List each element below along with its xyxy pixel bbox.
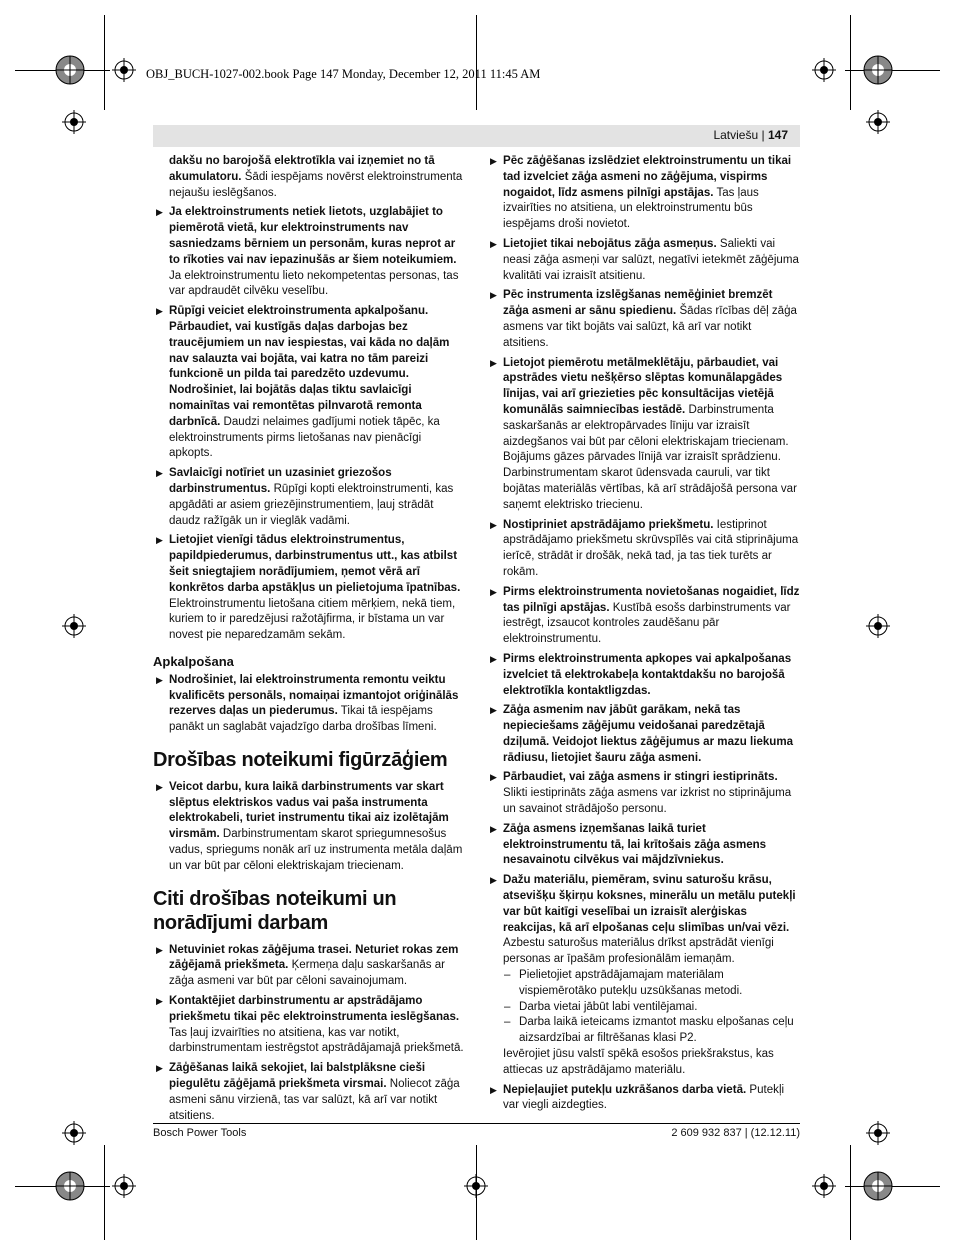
list-item: ▶ Ja elektroinstruments netiek lietots, uzglabājiet to piemērotā vietā, kur elektroinstruments nav sasniedzams bērniem un personām, kuras neprot ar to rīkoties vai nav iepazinušās ar šiem noteikumiem. Ja elektroinstrumentu lieto nekompetentas personas, tas var apdraudēt cilvēku veselību.: [156, 206, 459, 298]
crop-mark: [104, 15, 105, 110]
bullet-triangle-icon: ▶: [156, 207, 163, 218]
bullet-triangle-icon: ▶: [490, 823, 497, 834]
crop-mark: [850, 15, 851, 110]
list-item: ▶ Pēc instrumenta izslēgšanas nemēģiniet bremzēt zāģa asmeni ar sānu spiedienu. Šādas rīcības dēļ zāģa asmens var tikt bojāts vai salūzt, kā arī var notikt atsitiens.: [490, 289, 797, 349]
list-item: ▶ Pirms elektroinstrumenta apkopes vai apkalpošanas izvelciet tā elektrokabeļa kontaktdakšu no barojošā elektrotīkla kontaktligzdas.: [490, 652, 792, 697]
bullet-triangle-icon: ▶: [156, 1063, 163, 1074]
list-item: ▶ Kontaktējiet darbinstrumentu ar apstrādājamo priekšmetu tikai pēc elektroinstrumenta ieslēgšanas. Tas ļauj izvairīties no atsitiena, kas var notikt, darbinstrumentam iestrēgstot apstrādājamajā priekšmetā.: [156, 995, 464, 1055]
list-item: ▶ Lietojot piemērotu metālmeklētāju, pārbaudiet, vai apstrādes vietu nešķērso slēptas komunālapgādes līnijas, vai arī griezieties pēc konsultācijas vietējā komunālās saimniecības iestādē. Darbinstrumenta saskaršanās ar elektropārvades līniju var izraisīt aizdegšanos vai būt par cēloni elektriskajam triecienam. Bojājums gāzes pārvades līnijā var izraisīt sprādzienu. Darbinstrumentam skarot ūdensvada cauruli, var tikt bojātas materiālās vērtības, kā arī strādājošā persona var saņemt elektrisko triecienu.: [490, 356, 797, 511]
list-item: ▶ Veicot darbu, kura laikā darbinstruments var skart slēptus elektriskos vadus vai paša instrumenta elektrokabeli, turiet instrumentu tikai aiz izolētajām virsmām. Darbinstrumentam skarot spriegumnesošus vadus, spriegums nonāk arī uz instrumenta metāla daļām un var būt par cēloni elektriskajam triecienam.: [156, 780, 463, 872]
registration-target-icon: [62, 1121, 86, 1145]
bullet-triangle-icon: ▶: [490, 156, 497, 166]
registration-target-icon: [112, 58, 136, 82]
bullet-triangle-icon: ▶: [490, 519, 497, 530]
bullet-triangle-icon: ▶: [156, 306, 163, 317]
dash-item: – Darba laikā ieteicams izmantot masku elpošanas ceļu aizsardzībai ar filtrēšanas klasi P2.: [504, 1016, 794, 1045]
list-item: ▶ Zāģēšanas laikā sekojiet, lai balstplāksne cieši piegulētu zāģējamā priekšmeta virsmai. Noliecot zāģa asmeni sānu virzienā, tas var salūzt, kā arī var notikt atsitiens.: [156, 1062, 460, 1122]
registration-target-icon: [866, 614, 890, 638]
dash-item: – Pielietojiet apstrādājamajam materiālam vispiemērotāko putekļu uzsūkšanas metodi.: [504, 969, 743, 997]
bullet-triangle-icon: ▶: [490, 705, 497, 716]
header-separator: |: [761, 128, 765, 142]
crop-mark: [476, 15, 477, 110]
list-item: ▶ Zāģa asmenim nav jābūt garākam, nekā tas nepieciešams zāģējumu veidošanai paredzētajā dziļumā. Veidojot liektus zāģējumus ar mazu liekuma rādiusu, lietojiet šauru zāģa asmeni.: [490, 704, 794, 764]
plain-paragraph: Ievērojiet jūsu valstī spēkā esošos priekšrakstus, kas attiecas uz apstrādājamo materiālu.: [503, 1048, 774, 1076]
crop-mark: [850, 1145, 851, 1240]
bullet-triangle-icon: ▶: [490, 290, 497, 301]
registration-target-icon: [464, 1174, 488, 1198]
right-column: [487, 154, 800, 1118]
bullet-triangle-icon: ▶: [156, 944, 163, 955]
list-item: ▶ Pirms elektroinstrumenta novietošanas nogaidiet, līdz tas pilnīgi apstājas. Kustībā esošs darbinstruments var iestrēgt, izsaucot kontroles zaudēšanu pār elektroinstrumentu.: [490, 585, 800, 646]
list-item: ▶ Pēc zāģēšanas izslēdziet elektroinstrumentu un tikai tad izvelciet zāģa asmeni no zāģējuma, vispirms nogaidot, līdz asmens pilnīgi apstājas. Tas ļaus izvairīties no atsitiena, un elektroinstrumentu būs iespējams droši novietot.: [490, 155, 792, 231]
footer-brand: Bosch Power Tools: [153, 1127, 247, 1139]
bullet-triangle-icon: ▶: [156, 468, 163, 479]
bullet-triangle-icon: ▶: [490, 653, 497, 664]
list-item: ▶ Zāģa asmens izņemšanas laikā turiet elektroinstrumentu tā, lai krītošais zāģa asmens nesavainotu cilvēkus vai mājdzīvniekus.: [490, 822, 767, 867]
bullet-triangle-icon: ▶: [490, 586, 497, 597]
list-item: ▶ Netuviniet rokas zāģējuma trasei. Neturiet rokas zem zāģējamā priekšmeta. Ķermeņa daļu saskaršanās ar zāģa asmeni var būt par cēloni savainojumam.: [156, 943, 459, 988]
header-text: [713, 128, 788, 142]
registration-wheel-icon: [863, 55, 893, 85]
list-item: ▶ Rūpīgi veiciet elektroinstrumenta apkalpošanu. Pārbaudiet, vai kustīgās daļas darbojas bez traucējumiem un nav iespiestas, vai kāda no daļām nav salauzta vai bojāta, vai katra no tām pareizi funkcionē un pilda tai paredzēto uzdevumu. Nodrošiniet, lai bojātās daļas tiktu savlaicīgi nomainītas vai remontētas pilnvarotā remonta darbnīcā. Daudzi nelaimes gadījumi notiek tāpēc, ka elektroinstruments pirms lietošanas nav pienācīgi apkopts.: [156, 305, 450, 460]
registration-wheel-icon: [863, 1171, 893, 1201]
continued-paragraph: dakšu no barojošā elektrotīkla vai izņemiet no tā akumulatoru. Šādi iespējams novērst elektroinstrumenta nejaušu ieslēgšanos.: [169, 155, 463, 199]
registration-target-icon: [812, 58, 836, 82]
bullet-triangle-icon: ▶: [156, 535, 163, 546]
page-header: [153, 125, 800, 147]
list-item: ▶ Dažu materiālu, piemēram, svinu saturošu krāsu, atsevišķu šķirņu koksnes, minerālu un metālu putekļi var būt kaitīgi veselībai un izraisīt alerģiskas reakcijas, kā arī elpošanas ceļu slimības un/vai vēzi. Azbestu saturošus materiālus drīkst apstrādāt vienīgi personas ar īpašām profesionālām iemaņām.: [490, 874, 796, 966]
dash-item: – Darba vietai jābūt labi ventilējamai.: [504, 1000, 698, 1013]
registration-wheel-icon: [55, 1171, 85, 1201]
section-heading: Drošības noteikumi figūrzāģiem: [153, 748, 448, 771]
list-item: ▶ Nepieļaujiet putekļu uzkrāšanos darba vietā. Putekļi var viegli aizdegties.: [490, 1083, 785, 1112]
footer-rule: [153, 1123, 800, 1124]
registration-target-icon: [112, 1174, 136, 1198]
list-item: ▶ Pārbaudiet, vai zāģa asmens ir stingri iestiprināts. Slikti iestiprināts zāģa asmens var izkrist no stiprinājuma un savainot strādājošo personu.: [490, 771, 792, 816]
bullet-triangle-icon: ▶: [490, 875, 497, 886]
crop-mark: [104, 1145, 105, 1240]
bullet-triangle-icon: ▶: [490, 357, 497, 368]
bullet-triangle-icon: ▶: [156, 996, 163, 1007]
bullet-triangle-icon: ▶: [490, 772, 497, 783]
bullet-triangle-icon: ▶: [156, 674, 163, 685]
book-line: OBJ_BUCH-1027-002.book Page 147 Monday, December 12, 2011 11:45 AM: [146, 67, 541, 81]
header-language: Latviešu: [713, 128, 759, 142]
left-column: [153, 154, 465, 1128]
footer-docnumber: 2 609 932 837 | (12.12.11): [671, 1127, 800, 1139]
registration-target-icon: [812, 1174, 836, 1198]
bullet-triangle-icon: ▶: [156, 781, 163, 792]
registration-wheel-icon: [55, 55, 85, 85]
page-number: 147: [767, 128, 788, 142]
subheading-apkalposana: Apkalpošana: [153, 653, 234, 669]
list-item: ▶ Nodrošiniet, lai elektroinstrumenta remontu veiktu kvalificēts personāls, nomaiņai izmantojot oriģinālās rezerves daļas un piederumus. Tikai tā iespējams panākt un saglabāt vajadzīgo darba drošības līmeni.: [156, 673, 459, 734]
list-item: ▶ Savlaicīgi notīriet un uzasiniet griezošos darbinstrumentus. Rūpīgi kopti elektroinstrumenti, kas apgādāti ar asiem griezējinstrumentiem, ļauj strādāt daudz ražīgāk un ir vieglāk vadāmi.: [156, 467, 454, 527]
section-heading: Citi drošības noteikumi un norādījumi darbam: [153, 887, 397, 934]
registration-target-icon: [866, 1121, 890, 1145]
registration-target-icon: [866, 110, 890, 134]
bullet-triangle-icon: ▶: [490, 238, 497, 249]
registration-target-icon: [62, 614, 86, 638]
list-item: ▶ Lietojiet vienīgi tādus elektroinstrumentus, papildpiederumus, darbinstrumentus utt., kas atbilst šeit sniegtajiem norādījumiem, ņemot vērā arī konkrētos darba apstākļus un pielietojuma īpatnības. Elektroinstrumentu lietošana citiem mērķiem, nekā tiem, kuriem to ir paredzējusi ražotājfirma, ir bīstama un var novest pie neparedzamām sekām.: [156, 534, 461, 642]
list-item: ▶ Nostipriniet apstrādājamo priekšmetu. Iestiprinot apstrādājamo priekšmetu skrūvspīlēs vai citā stiprinājuma ierīcē, strādāt ir drošāk, nekā tad, ja tas tiek turēts ar rokām.: [490, 518, 799, 578]
registration-target-icon: [62, 110, 86, 134]
bullet-triangle-icon: ▶: [490, 1084, 497, 1095]
list-item: ▶ Lietojiet tikai nebojātus zāģa asmeņus. Saliekti vai neasi zāģa asmeņi var salūzt, negatīvi ietekmēt zāģējuma kvalitāti vai izraisīt atsitienu.: [490, 237, 799, 282]
